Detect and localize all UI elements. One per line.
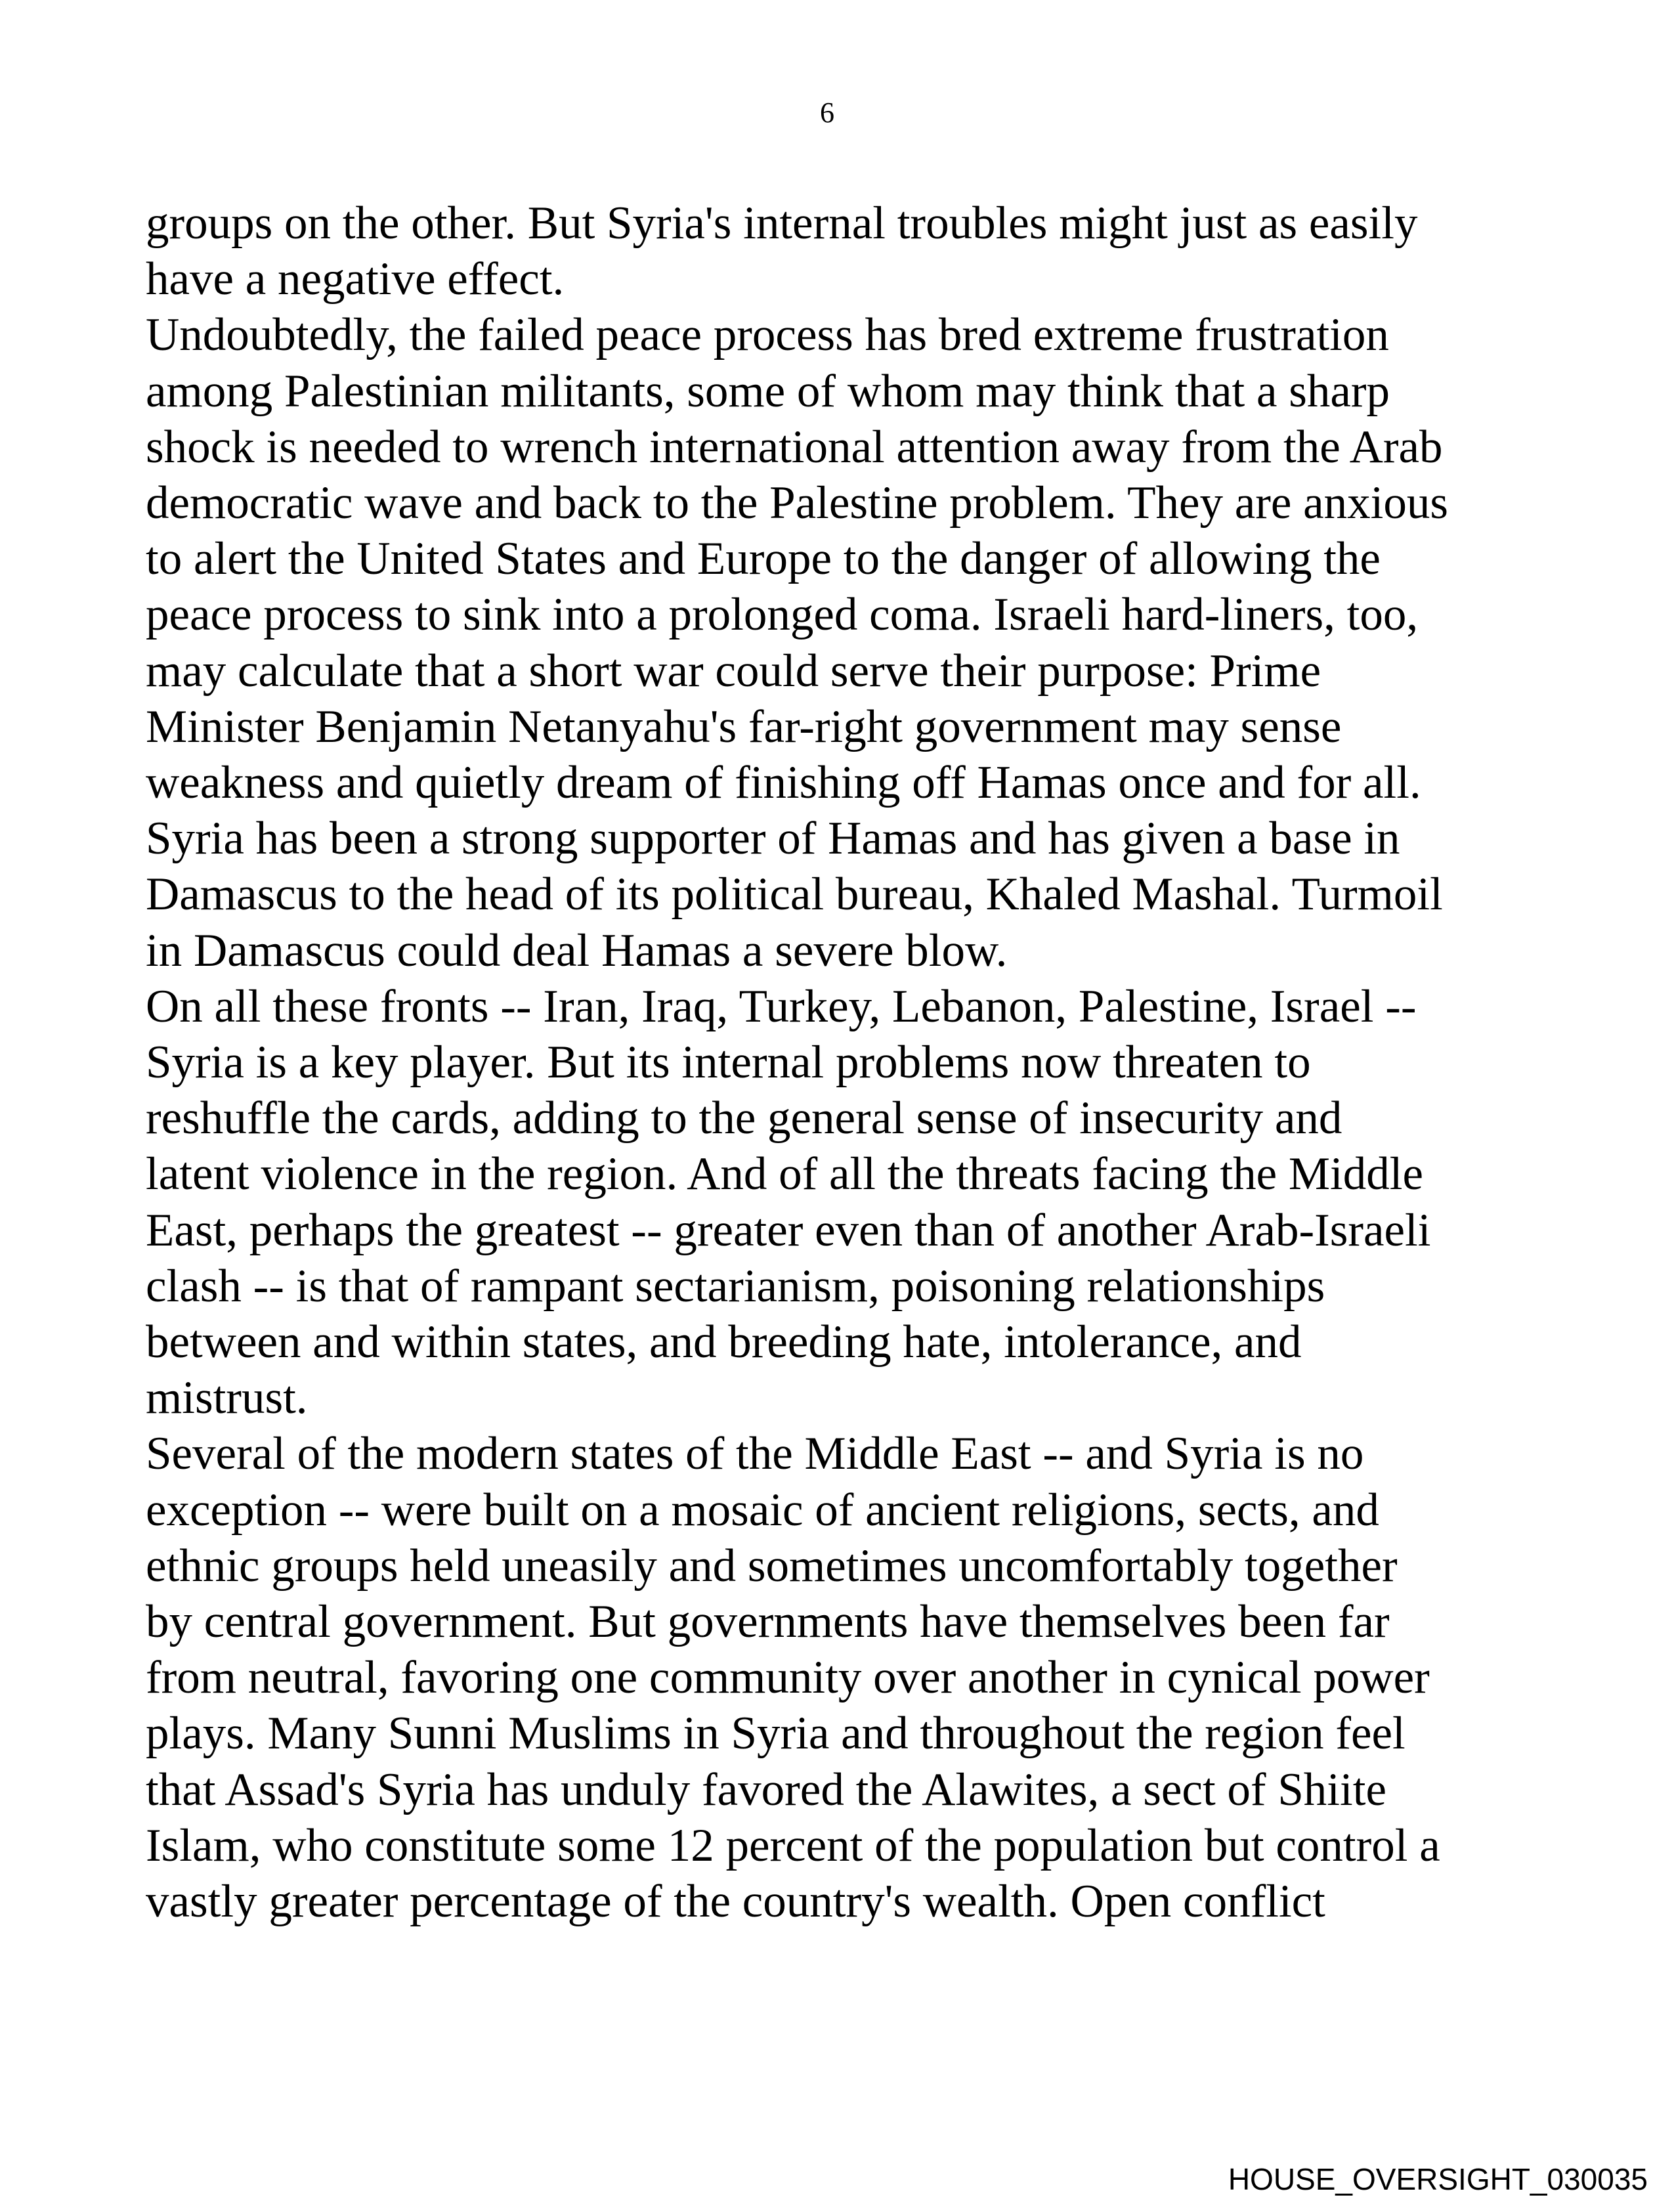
text-line: Damascus to the head of its political bureau, Khaled Mashal. Turmoil (146, 869, 1443, 921)
text-line: latent violence in the region. And of all the threats facing the Middle (146, 1148, 1423, 1200)
text-line: weakness and quietly dream of finishing off Hamas once and for all. (146, 757, 1421, 809)
text-line: shock is needed to wrench international attention away from the Arab (146, 421, 1443, 473)
text-line: Syria is a key player. But its internal problems now threaten to (146, 1037, 1311, 1089)
text-line: Minister Benjamin Netanyahu's far-right government may sense (146, 701, 1342, 752)
text-line: Islam, who constitute some 12 percent of the population but control a (146, 1819, 1440, 1871)
text-line: Several of the modern states of the Middle East -- and Syria is no (146, 1428, 1364, 1480)
text-line: vastly greater percentage of the country's wealth. Open conflict (146, 1876, 1325, 1928)
text-line: East, perhaps the greatest -- greater even than of another Arab-Israeli (146, 1204, 1431, 1256)
text-line: that Assad's Syria has unduly favored the Alawites, a sect of Shiite (146, 1764, 1386, 1815)
text-line: On all these fronts -- Iran, Iraq, Turkey, Lebanon, Palestine, Israel -- (146, 980, 1417, 1032)
body-text (146, 196, 1448, 1930)
page-number: 6 (820, 97, 834, 129)
text-line: in Damascus could deal Hamas a severe blow. (146, 924, 1008, 976)
text-line: plays. Many Sunni Muslims in Syria and throughout the region feel (146, 1708, 1406, 1760)
text-line: reshuffle the cards, adding to the general sense of insecurity and (146, 1093, 1342, 1144)
text-line: groups on the other. But Syria's internal troubles might just as easily (146, 198, 1418, 249)
text-line: ethnic groups held uneasily and sometimes uncomfortably together (146, 1540, 1398, 1592)
text-line: clash -- is that of rampant sectarianism, poisoning relationships (146, 1260, 1325, 1312)
text-line: democratic wave and back to the Palestine problem. They are anxious (146, 477, 1449, 529)
text-line: Syria has been a strong supporter of Hamas and has given a base in (146, 813, 1400, 865)
text-line: from neutral, favoring one community over another in cynical power (146, 1652, 1430, 1704)
text-line: may calculate that a short war could serve their purpose: Prime (146, 645, 1321, 697)
text-line: among Palestinian militants, some of whom may think that a sharp (146, 365, 1390, 417)
text-line: by central government. But governments have themselves been far (146, 1596, 1390, 1648)
text-line: Undoubtedly, the failed peace process has bred extreme frustration (146, 309, 1389, 361)
text-line: exception -- were built on a mosaic of ancient religions, sects, and (146, 1484, 1379, 1536)
text-line: peace process to sink into a prolonged coma. Israeli hard-liners, too, (146, 589, 1419, 641)
text-line: between and within states, and breeding hate, intolerance, and (146, 1316, 1302, 1368)
text-line: to alert the United States and Europe to the danger of allowing the (146, 533, 1381, 585)
text-line: have a negative effect. (146, 253, 565, 305)
bates-footer: HOUSE_OVERSIGHT_030035 (1228, 2162, 1648, 2196)
text-line: mistrust. (146, 1372, 308, 1424)
